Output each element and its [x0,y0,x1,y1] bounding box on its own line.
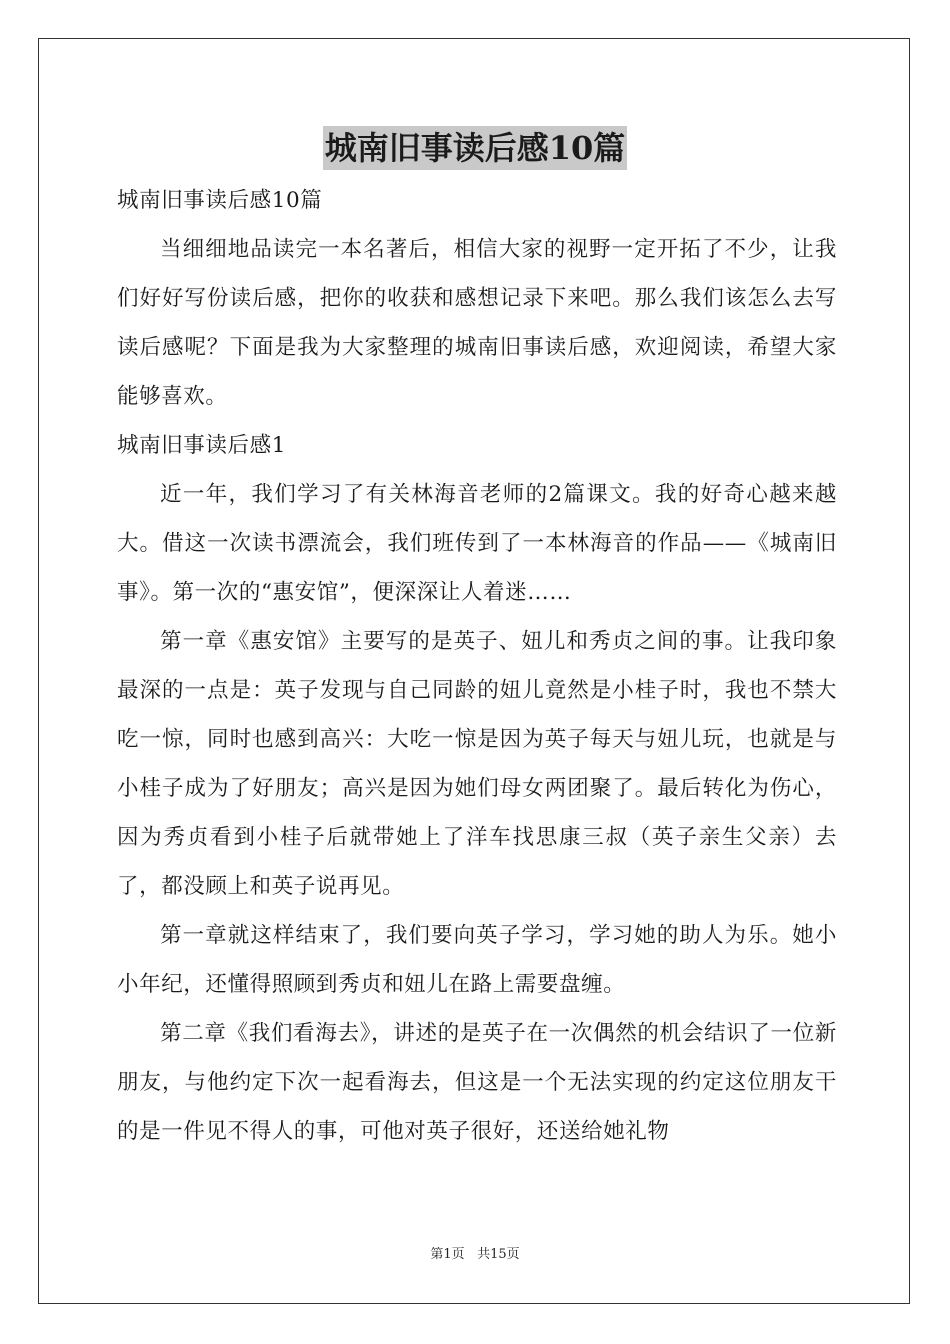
title-container [0,126,950,170]
page-number: 第1页 [430,1247,465,1262]
footer-spacer [465,1247,477,1262]
document-title: 城南旧事读后感10篇 [323,126,628,170]
document-body [117,176,837,1156]
body-paragraph: 近一年，我们学习了有关林海音老师的2篇课文。我的好奇心越来越大。借这一次读书漂流会，我们班传到了一本林海音的作品——《城南旧事》。第一次的“惠安馆”，便深深让人着迷…… [117,482,837,605]
intro-paragraph: 当细细地品读完一本名著后，相信大家的视野一定开拓了不少，让我们好好写份读后感，把你的收获和感想记录下来吧。那么我们该怎么去写读后感呢？下面是我为大家整理的城南旧事读后感，欢迎阅读，希望大家能够喜欢。 [117,237,837,409]
page-total: 共15页 [477,1247,520,1262]
page-footer [0,1246,950,1264]
body-paragraph: 第一章就这样结束了，我们要向英子学习，学习她的助人为乐。她小小年纪，还懂得照顾到秀贞和妞儿在路上需要盘缠。 [117,923,837,997]
body-paragraph: 第二章《我们看海去》，讲述的是英子在一次偶然的机会结识了一位新朋友，与他约定下次一起看海去，但这是一个无法实现的约定这位朋友干的是一件见不得人的事，可他对英子很好，还送给她礼物 [117,1021,837,1144]
section-heading: 城南旧事读后感1 [117,433,286,458]
body-paragraph: 第一章《惠安馆》主要写的是英子、妞儿和秀贞之间的事。让我印象最深的一点是：英子发现与自己同龄的妞儿竟然是小桂子时，我也不禁大吃一惊，同时也感到高兴：大吃一惊是因为英子每天与妞儿玩，也就是与小桂子成为了好朋友；高兴是因为她们母女两团聚了。最后转化为伤心，因为秀贞看到小桂子后就带她上了洋车找思康三叔（英子亲生父亲）去了，都没顾上和英子说再见。 [117,629,837,899]
subtitle-paragraph: 城南旧事读后感10篇 [117,188,323,213]
